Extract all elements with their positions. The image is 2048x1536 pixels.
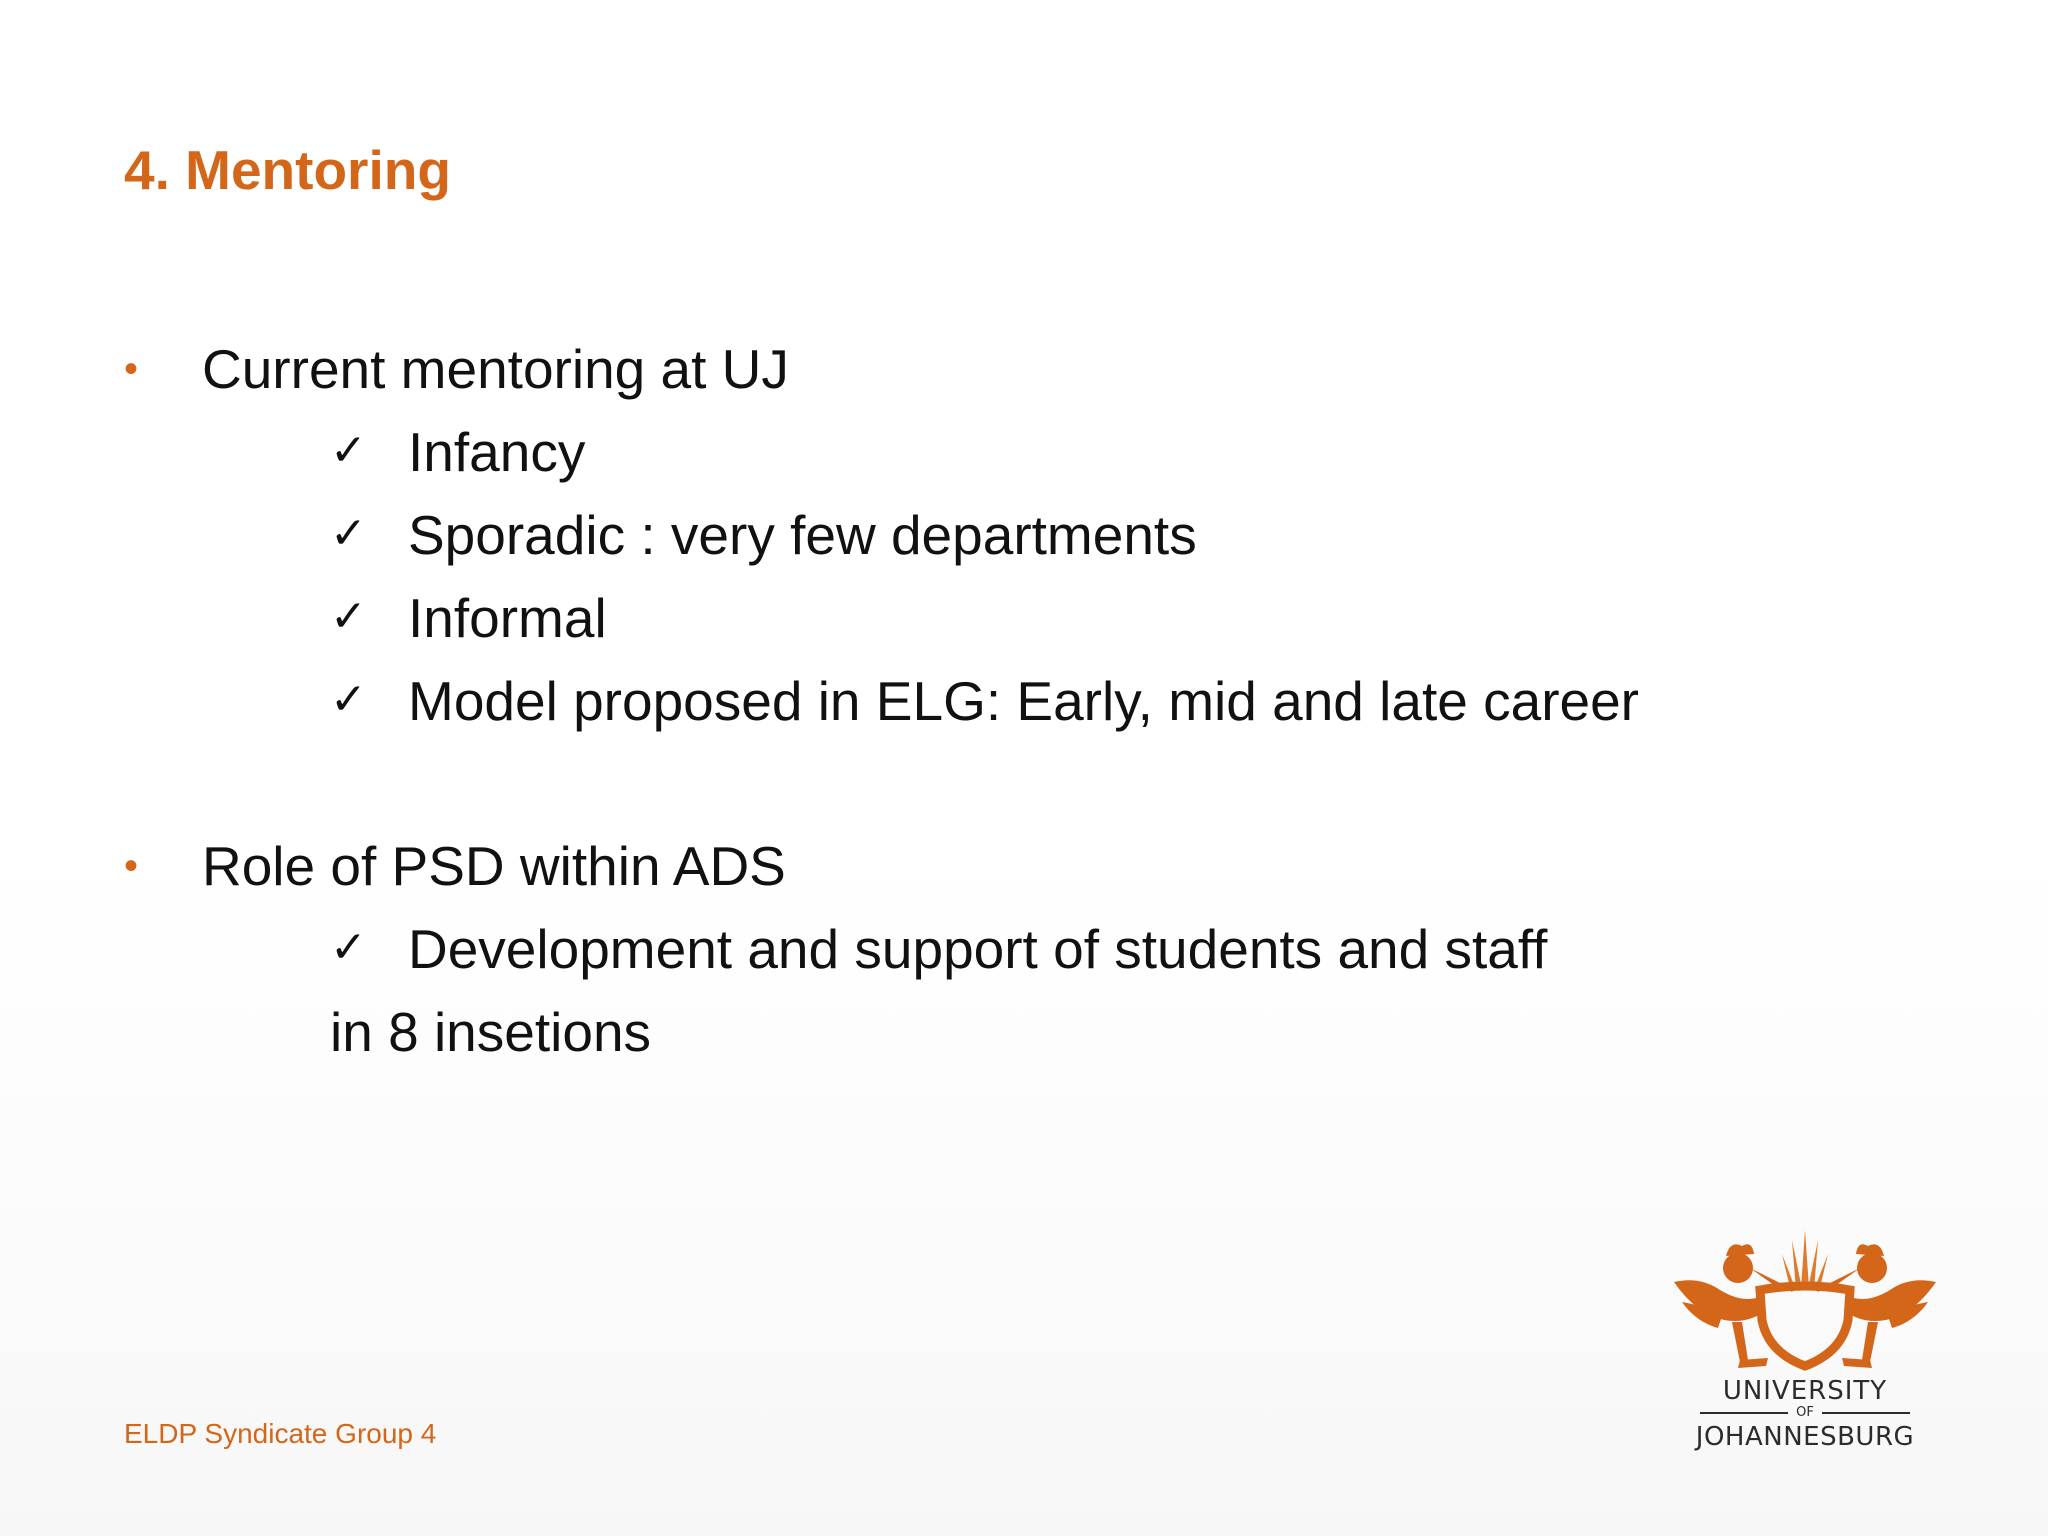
check-label: Infancy — [408, 421, 586, 483]
check-item — [330, 504, 1197, 567]
check-item — [330, 918, 1547, 981]
bullet-item — [124, 338, 789, 401]
bullet-item — [124, 835, 786, 898]
check-item — [330, 587, 607, 650]
logo-rule-right — [1822, 1412, 1910, 1414]
logo-text-johannesburg: JOHANNESBURG — [1695, 1422, 1915, 1452]
check-label: Sporadic : very few departments — [408, 504, 1197, 566]
check-item — [330, 421, 585, 484]
logo-text-of-label: OF — [1796, 1405, 1814, 1420]
check-label: Informal — [408, 587, 607, 649]
footer-text: ELDP Syndicate Group 4 — [124, 1418, 437, 1449]
bullet-label: Role of PSD within ADS — [202, 835, 786, 897]
bullet-icon: • — [124, 347, 139, 391]
logo-text-university: UNIVERSITY — [1722, 1376, 1888, 1406]
hoopoe-emblem-icon — [1660, 1210, 1950, 1380]
checkmark-icon: ✓ — [330, 674, 367, 725]
continuation-text: in 8 insetions — [330, 1001, 652, 1063]
check-item — [330, 670, 1639, 733]
check-label: Model proposed in ELG: Early, mid and late career — [408, 670, 1640, 732]
checkmark-icon: ✓ — [330, 425, 367, 476]
check-label: Development and support of students and staff — [408, 918, 1548, 980]
logo-text-of — [1670, 1405, 1940, 1420]
logo-rule-left — [1700, 1412, 1788, 1414]
checkmark-icon: ✓ — [330, 922, 367, 973]
checkmark-icon: ✓ — [330, 508, 367, 559]
bullet-icon: • — [124, 844, 139, 888]
slide-title: 4. Mentoring — [124, 139, 451, 201]
checkmark-icon: ✓ — [330, 591, 367, 642]
bullet-label: Current mentoring at UJ — [202, 338, 789, 400]
